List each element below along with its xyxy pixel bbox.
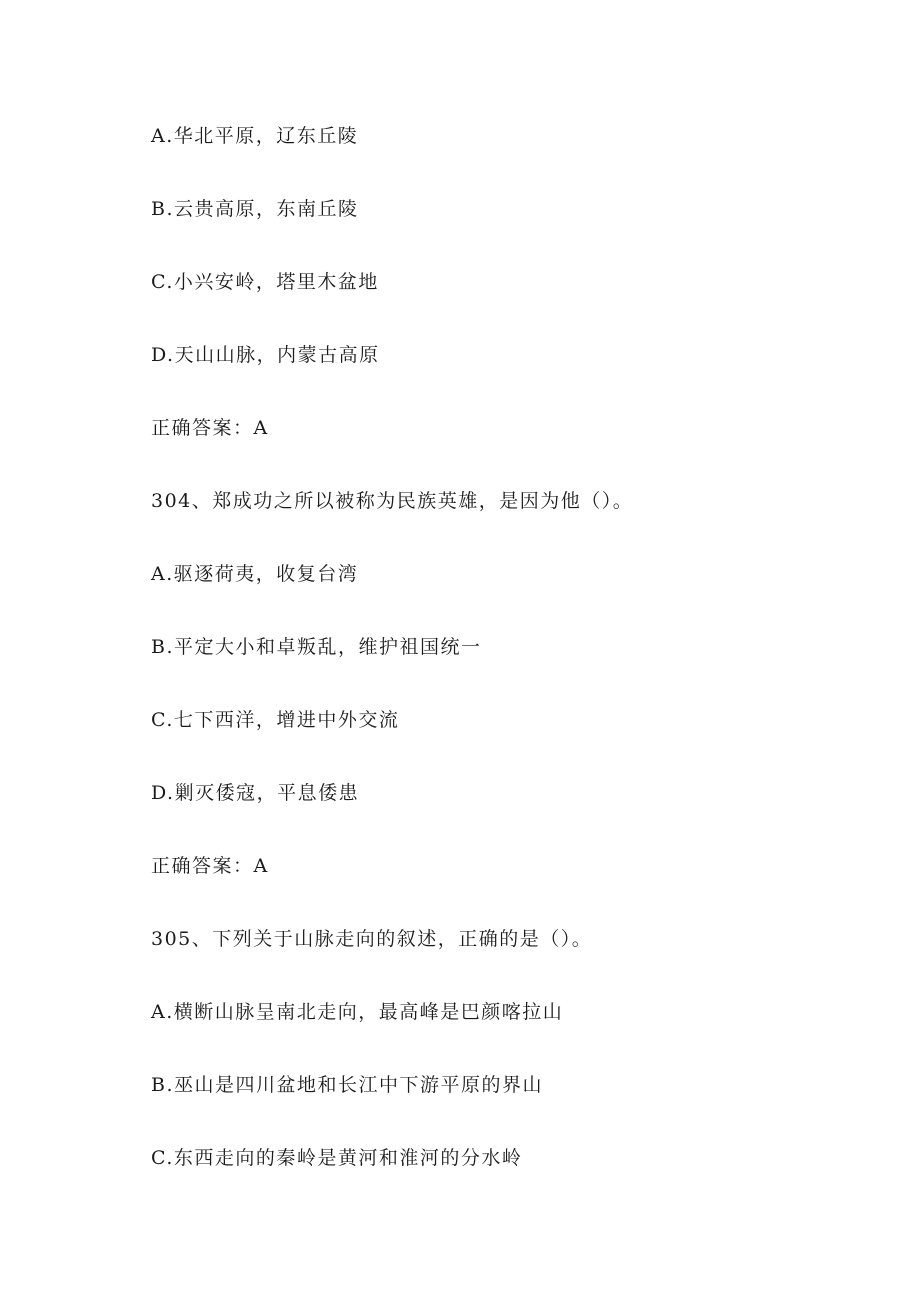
- q303-option-b: B.云贵高原，东南丘陵: [151, 198, 359, 220]
- q303-option-d: D.天山山脉，内蒙古高原: [151, 344, 380, 366]
- q305-option-c: C.东西走向的秦岭是黄河和淮河的分水岭: [151, 1147, 523, 1169]
- q304-option-d: D.剿灭倭寇，平息倭患: [151, 782, 360, 804]
- q303-option-a: A.华北平原，辽东丘陵: [151, 125, 359, 147]
- q303-answer: 正确答案：A: [151, 417, 269, 439]
- q303-option-c: C.小兴安岭，塔里木盆地: [151, 271, 379, 293]
- q305-question: 305、下列关于山脉走向的叙述，正确的是（）。: [151, 928, 593, 950]
- q304-option-b: B.平定大小和卓叛乱，维护祖国统一: [151, 636, 482, 658]
- q304-option-c: C.七下西洋，增进中外交流: [151, 709, 400, 731]
- q304-option-a: A.驱逐荷夷，收复台湾: [151, 563, 359, 585]
- q304-answer: 正确答案：A: [151, 855, 269, 877]
- q305-option-b: B.巫山是四川盆地和长江中下游平原的界山: [151, 1074, 544, 1096]
- q304-question: 304、郑成功之所以被称为民族英雄，是因为他（）。: [151, 490, 634, 512]
- q305-option-a: A.横断山脉呈南北走向，最高峰是巴颜喀拉山: [151, 1001, 564, 1023]
